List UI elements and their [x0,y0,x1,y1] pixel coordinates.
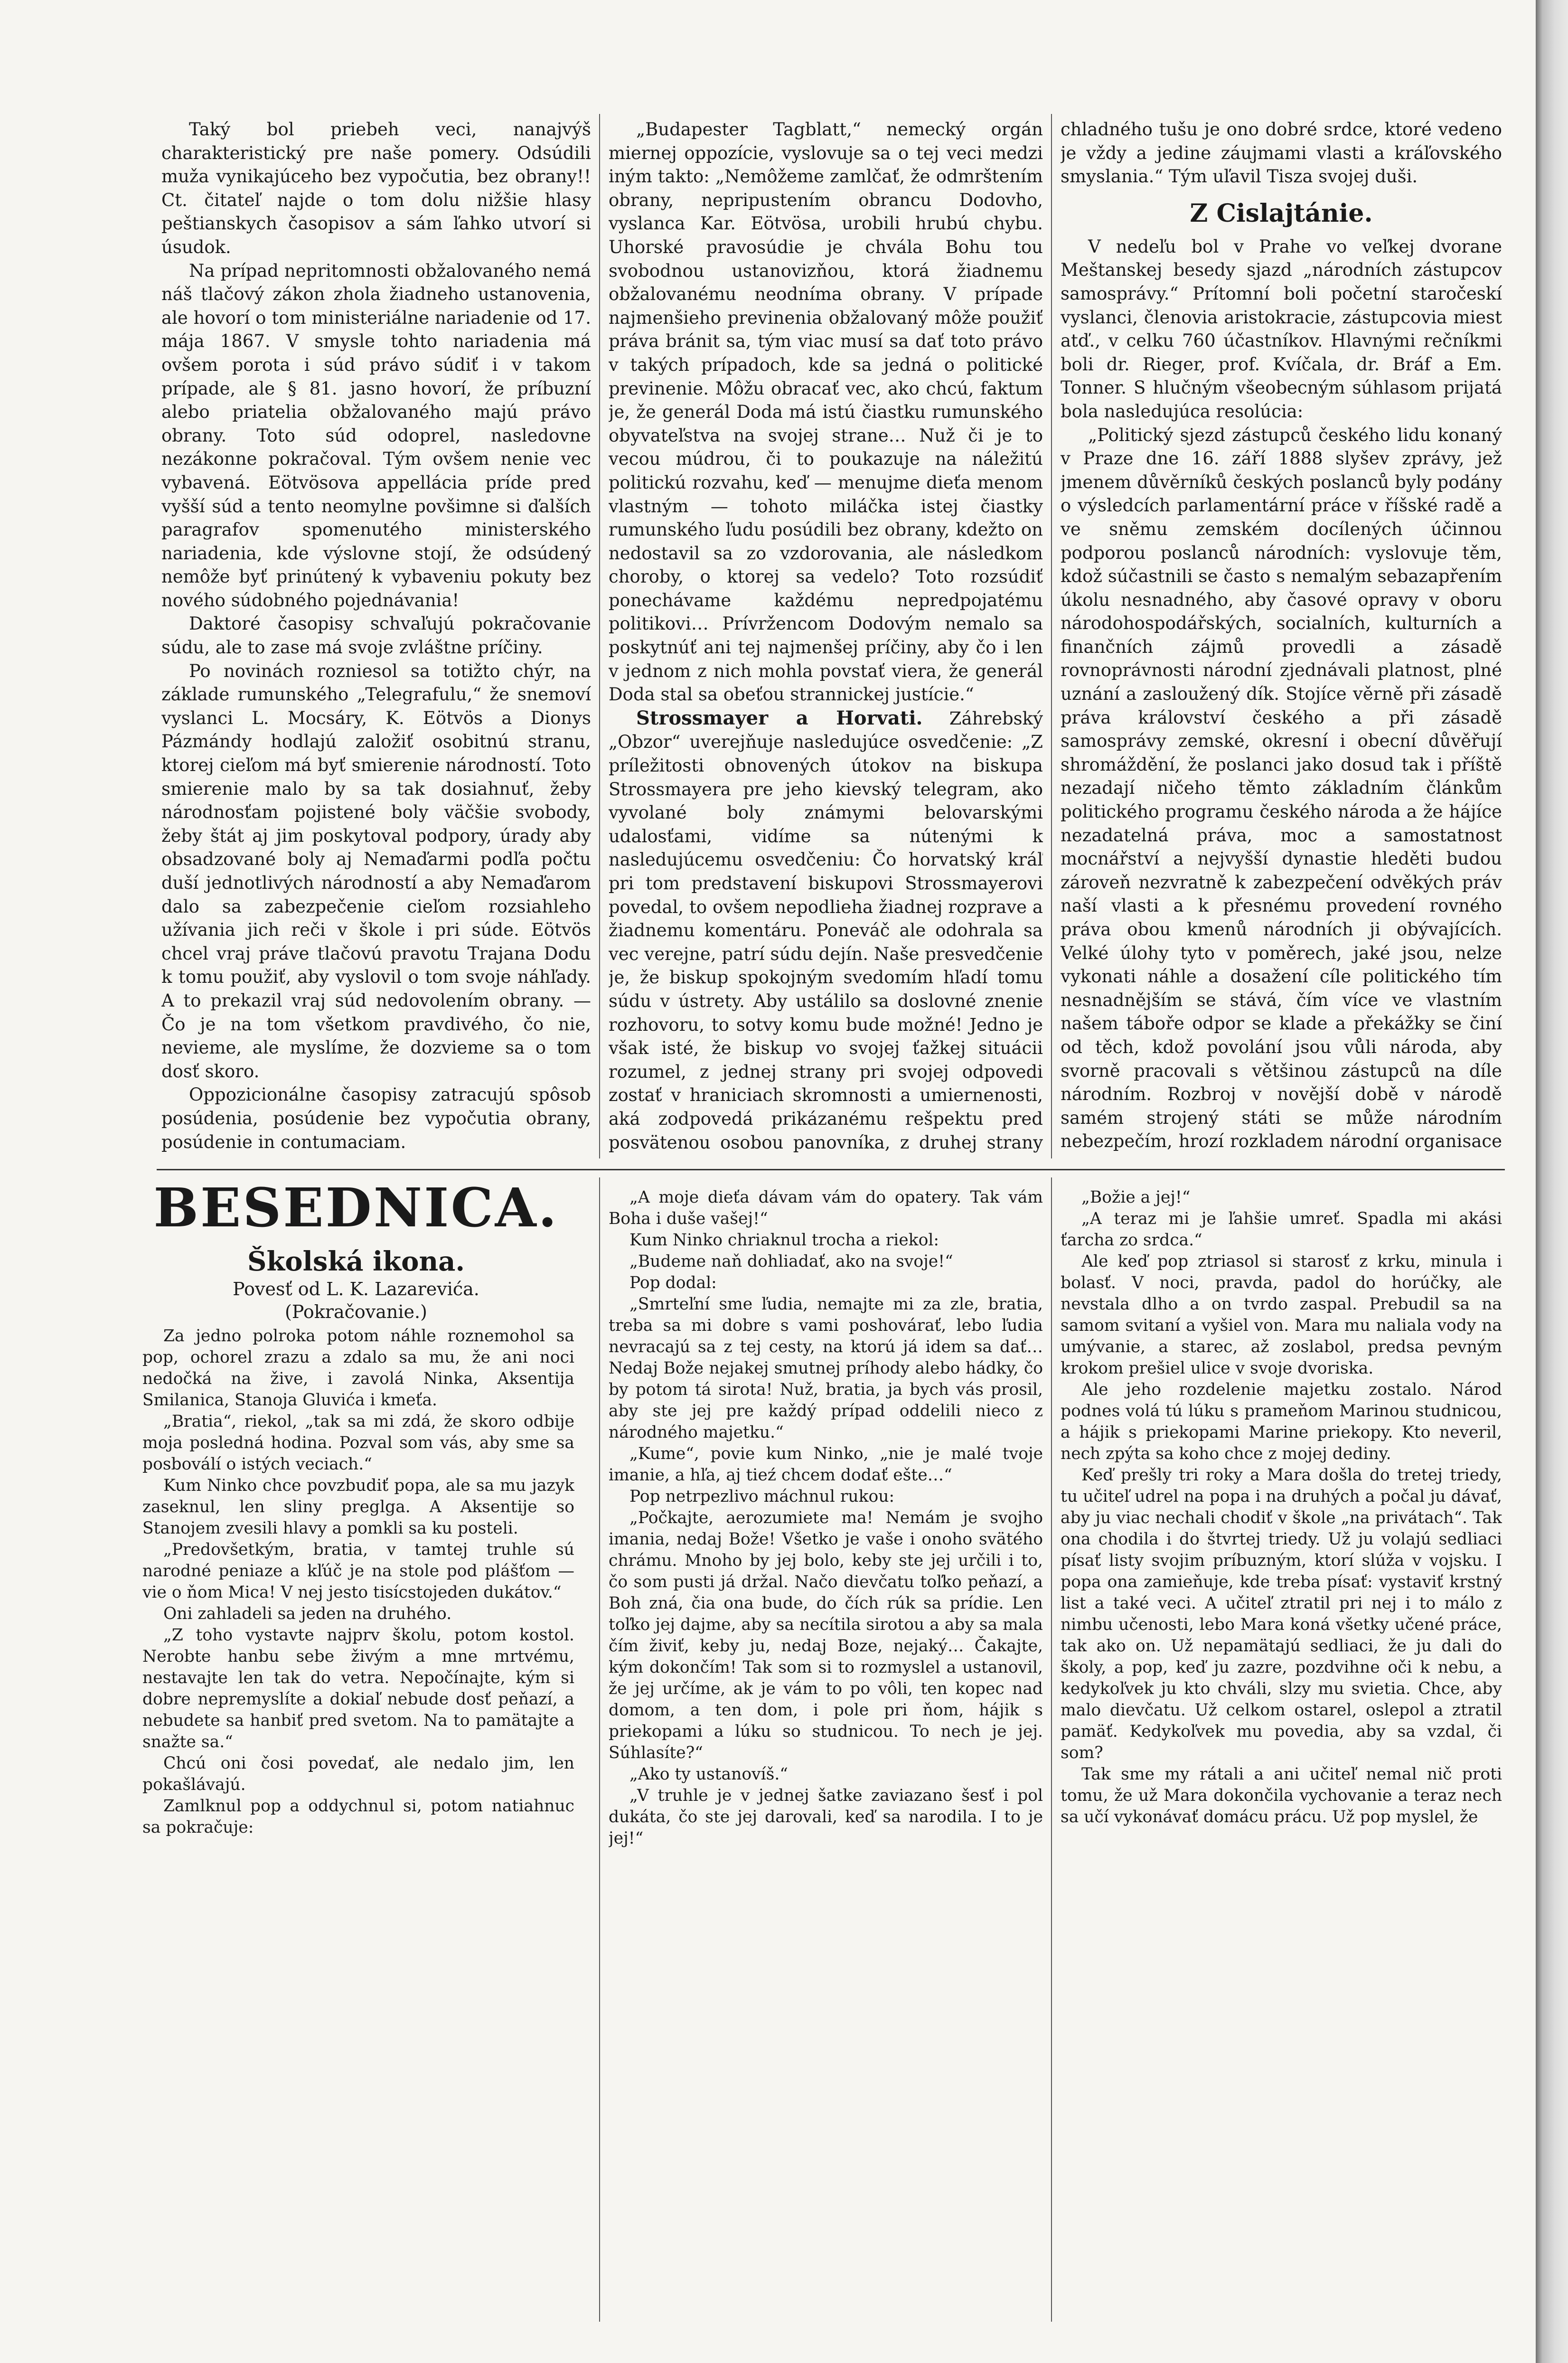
paragraph: „A teraz mi je ľahšie umreť. Spadla mi akási ťarcha zo srdca.“ [1061,1209,1502,1250]
paragraph: Keď prešly tri roky a Mara došla do tretej triedy, tu učiteľ udrel na popa i na druhých a počal ju dávať, aby ju viac nechali chodiť v škole „na privátach“. Tak ona chodila i do štvrtej triedy. Už ju volajú sedliaci písať listy svojim príbuzným, ktorí slúža v vojsku. I popa ona zamieňuje, kde treba písať: vystaviť krstný list a také veci. A učiteľ ztratil pri nej i to málo z nimbu učenosti, lebo Mara koná všetky učené práce, tak ako on. Už nepamätajú sedliaci, že ju dali do školy, a pop, keď ju zazre, pozdvihne oči k nebu, a kedykoľvek ju kto chváli, slzy mu svietia. Chce, aby malo dievčatu. Už celkom ostarel, oslepol a ztratil pamäť. Kedykoľvek mu povedia, aby sa vzdal, či som? [1061,1466,1502,1762]
story-title: Školská ikona. [247,1246,465,1277]
paragraph: „Ako ty ustanovíš.“ [629,1765,788,1784]
paragraph: Chcú oni čosi povedať, ale nedalo jim, len pokašlávajú. [142,1754,574,1794]
paragraph: „Predovšetkým, bratia, v tamtej truhle sú narodné peniaze a kľúč je na stole pod plášťom — vie o ňom Mica! V nej jesto tisícstojeden dukátov.“ [142,1540,574,1602]
paragraph: Kum Ninko chce povzbudiť popa, ale sa mu jazyk zaseknul, len sliny preglga. A Aksentije so Stanojem zvesili hlavy a pomkli sa ku posteli. [142,1476,574,1538]
paragraph: Na prípad nepritomnosti obžalovaného nemá náš tlačový zákon zhola žiadneho ustanovenia, ale hovorí o tom ministeriálne nariadenie od 17. mája 1867. V smysle tohto nariadenia má ovšem porota i súd právo súdiť i v takom prípade, ale § 81. jasno hovorí, že príbuzní alebo priatelia obžalovaného majú právo obrany. Toto súd odoprel, nasledovne nezákonne pokračoval. Tým ovšem nenie vec vybavená. Eötvösova appellácia príde pred vyšší súd a tento neomylne povšimne si ďalších paragrafov spomenutého ministerského nariadenia, kde výslovne stojí, že odsúdený nemôže byť prinútený k vybaveniu pokuty bez nového súdobného pojednávania! [161,260,591,611]
paragraph: „Politický sjezd zástupců českého lidu konaný v Praze dne 16. září 1888 slyšev zprávy, jež jmenem důvěrníků českých poslanců byly podány o výsledcích parlamentární práce v říšské radě a ve sněmu zemském docílených účinnou podporou poslanců národních: vyslovuje těm, kdož súčastnili se často s nemalým sebazapřením úkolu nesnadného, aby časové opravy v oboru národohospodářských, socialních, kulturních a finančních zájmů provedli a zásadě rovnoprávnosti národní zjednávali platnost, plné uznání a zasloužený dík. Stojíce věrně při zásadě práva království českého a při zásadě samosprávy zemské, okresní i obecní důvěřují shromáždění, že poslanci jako dosud tak i příště nezadají ničeho těmto základním článkům politického programu českého národa a že hájíce nezadatelná práva, moc a samostatnost mocnářství a nejvyšší dynastie hleděti budou zároveň nezvratně k zabezpečení odvěkých práv naší vlasti a k přesnému provedení rovného práva obou kmenů národních ji obývajících. Velké úlohy tyto v poměrech, jaké jsou, nelze vykonati náhle a dosažení cíle politického tím nesnadnějším se stává, čím více ve vlastním našem táboře odpor se klade a překážky se činí od těch, kdož povolání jsou vůli národa, aby svorně pracovali s většinou zástupců na díle národním. Rozbroj v novější době v národě samém strojený státi se může národním nebezpečím, hrozí rozkladem národní organisace [1061,424,1502,1152]
paragraph: Po novinách rozniesol sa totižto chýr, na základe rumunského „Telegrafulu,“ že snemoví vyslanci L. Mocsáry, K. Eötvös a Dionys Pázmándy hodlajú založiť osobitnú stranu, ktorej cieľom má byť smierenie národností. Toto smierenie malo by sa tak dosiahnuť, žeby národnosťam pojistené boly väčšie svobody, žeby štát aj jim poskytoval podpory, úrady aby obsadzované boly aj Nemaďarmi podľa počtu duší jednotlivých národností a aby Nemaďarom dalo sa zabezpečenie cieľom rozsiahleho užívania jich reči v škole i pri súde. Eötvös chcel vraj práve tlačovú pravotu Trajana Dodu k tomu použiť, aby vyslovil o tom svoje náhľady. A to prekazil vraj súd nedovolením obrany. — Čo je na tom všetkom pravdivého, čo nie, nevieme, ale myslíme, že dozvieme sa o tom dosť skoro. [161,660,591,1082]
feuilleton-title: BESEDNICA. [153,1177,559,1239]
paragraph: Oppozicionálne časopisy zatracujú spôsob posúdenia, posúdenie bez vypočutia obrany, posúdenie in contumaciam. [161,1084,591,1152]
feuilleton-column-3 [1061,1187,1502,2317]
paragraph: Daktoré časopisy schvaľujú pokračovanie súdu, ale to zase má svoje zvláštne príčiny. [161,613,591,658]
page-edge [1536,0,1568,2363]
paragraph: „Budapester Tagblatt,“ nemecký orgán miernej oppozície, vyslovuje sa o tej veci medzi iným takto: „Nemôžeme zamlčať, že odmrštením obrany, nepripustením obrancu Dodovho, vyslanca Kar. Eötvösa, urobili hrubú chybu. Uhorské pravosúdie je chvála Bohu tou svobodnou ustanovizňou, ktorá žiadnemu obžalovanému neodníma obrany. V prípade najmenšieho previnenia obžalovaný môže použiť práva bránit sa, tým viac musí sa dať toto právo v takých prípadoch, kde sa jedná o politické previnenie. Môžu obracať vec, ako chcú, faktum je, že generál Doda má istú čiastku rumunského obyvateľstva na svojej strane… Nuž či je to vecou múdrou, či to poukazuje na náležitú politickú rozvahu, keď — menujme dieťa menom vlastným — tohoto miláčka istej čiastky rumunského ľudu posúdili bez obrany, kdežto on nedostavil sa zo vzdorovania, ale následkom choroby, o ktorej sa vedelo? Toto rozsúdiť ponechávame každému nepredpojatému politikovi… Prívržencom Dodovým nemalo sa poskytnúť ani tej najmenšej príčiny, aby čo i len v jednom z nich mohla povstať viera, že generál Doda stal sa obeťou strannickej justície.“ [609,119,1043,705]
continued-note: (Pokračovanie.) [285,1301,427,1322]
upper-column-3 [1061,118,1502,1155]
paragraph: „V truhle je v jednej šatke zaviazano šesť i pol dukáta, čo ste jej darovali, keď sa narodila. I to je jej!“ [609,1786,1043,1848]
paragraph: „Smrteľní sme ľudia, nemajte mi za zle, bratia, treba sa mi dobre s vami poshovárať, lebo ľudia nevracajú sa z tej cesty, na ktorú já idem sa dať… Nedaj Bože nejakej smutnej príhody alebo hádky, čo by potom tá sirota! Nuž, bratia, ja bych vás prosil, aby ste jej pre každý prípad oddelili nieco z národného majetku.“ [609,1295,1043,1442]
column-divider [1051,114,1052,1158]
paragraph: Zamlknul pop a oddychnul si, potom natiahnuc sa pokračuje: [142,1797,574,1837]
upper-column-2 [609,118,1043,1155]
paragraph: Za jedno polroka potom náhle roznemohol sa pop, ochorel zrazu a zdalo sa mu, že ani noci nedočká na žive, i zavolá Ninka, Aksentija Smilanica, Stanoja Gluvića i kmeťa. [142,1327,574,1410]
paragraph: Strossmayer a Horvati. Záhrebský „Obzor“ uverejňuje nasledujúce osvedčenie: „Z príležitosti obnovených útokov na biskupa Strossmayera pre jeho kievský telegram, ako vyvolané boly známymi belovarskými udalosťami, vidíme sa nútenými k nasledujúcemu osvedčeniu: Čo horvatský kráľ pri tom predstavení biskupovi Strossmayerovi povedal, to ovšem nepodlieha žiadnej rozprave a žiadnemu komentáru. Poneváč ale odohrala sa vec verejne, patrí súdu dejín. Naše presvedčenie je, že biskup spokojným svedomím hľadí tomu súdu v ústrety. Aby ustálilo sa doslovné znenie rozhovoru, to sotvy komu bude možné! Jedno je však isté, že biskup vo svojej ťažkej situácii rozumel, z jednej strany pri svojej odpovedi zostať v hraniciach skromnosti a umiernenosti, aká zodpovedá prikázanému rešpektu pred posvätenou osobou panovníka, z druhej strany [609,706,1043,1153]
paragraph: „Božie a jej!“ [1081,1188,1191,1207]
paragraph: Ale jeho rozdelenie majetku zostalo. Národ podnes volá tú lúku s prameňom Marinou studnicou, a hájik s priekopami Marine priekopy. Kto neveril, nech zpýta sa koho chce z mojej dediny. [1061,1380,1502,1463]
feuilleton-column-2 [609,1187,1043,2317]
paragraph: „Bratia“, riekol, „tak sa mi zdá, že skoro odbije moja posledná hodina. Pozval som vás, aby sme sa posboválí o istých veciach.“ [142,1412,574,1474]
paragraph: Ale keď pop ztriasol si starosť z krku, minula i bolasť. V noci, pravda, padol do horúčky, ale nevstala dlho a on tvrdo zaspal. Prebudil sa na samom svitaní a vyšiel von. Mara mu naliala vody na umývanie, a starec, až zoslabol, predsa pevným krokom prešiel ulice v svoje dvoriska. [1061,1252,1502,1378]
paragraph: „A moje dieťa dávam vám do opatery. Tak vám Boha i duše vašej!“ [609,1188,1043,1228]
upper-column-1 [161,118,591,1155]
column-divider [599,114,600,1158]
paragraph: „Kume“, povie kum Ninko, „nie je malé tvoje imanie, a hľa, aj tieź chcem dodať ešte…“ [609,1444,1043,1485]
paragraph: Taký bol priebeh veci, nanajvýš charakteristický pre naše pomery. Odsúdili muža vynikajúceho bez vypočutia, bez obrany!! Ct. čitateľ najde o tom dolu nižšie hlasy peštianskych časopisov a sám ľahko utvorí si úsudok. [161,119,591,257]
column-divider [599,1177,600,2322]
section-heading: Z Cislajtánie. [1190,198,1373,228]
paragraph: „Budeme naň dohliadať, ako na svoje!“ [629,1252,953,1271]
paragraph: Kum Ninko chriaknul trocha a riekol: [629,1231,939,1250]
story-author: Povesť od L. K. Lazarevića. [233,1279,479,1299]
paragraph: Pop netrpezlivo máchnul rukou: [629,1487,895,1506]
paragraph: „Počkajte, aerozumiete ma! Nemám je svojho imania, nedaj Bože! Všetko je vaše i onoho svätého chrámu. Mnoho by jej bolo, keby ste jej určili i to, čo som pusti já držal. Načo dievčatu toľko peňazí, a Boh zná, čia ona bude, do čích rúk sa prídie. Len toľko jej dajme, aby sa necítila sirotou a aby sa mala čím živiť, keby ju, nedaj Boze, nejaký… Čakajte, kým dokončím! Tak som si to rozmyslel a ustanovil, že jej určíme, ak je vám to po vôli, ten kopec nad domom, a ten dom, i pole pri ňom, hájik s priekopami a lúku so studnicou. To nech je jej. Súhlasíte?“ [609,1508,1043,1762]
inline-heading: Strossmayer a Horvati. [636,706,923,729]
paragraph: V nedeľu bol v Prahe vo veľkej dvorane Meštanskej besedy sjazd „národních zástupcov samosprávy.“ Prítomní boli početní staročeskí vyslanci, členovia aristokracie, zástupcovia miest atď., v celku 760 účastníkov. Hlavnými rečníkmi boli dr. Rieger, prof. Kvíčala, dr. Bráf a Em. Tonner. S hlučným všeobecným súhlasom prijatá bola nasledujúca resolúcia: [1061,236,1502,422]
feuilleton-separator [157,1169,1505,1170]
feuilleton-column-1 [142,1326,574,2318]
paragraph: „Z toho vystavte najprv školu, potom kostol. Nerobte hanbu sebe živým a mne mrtvému, nestavajte len tak do vetra. Nepočínajte, kým si dobre nepremyslíte a dokiaľ nebude dosť peňazí, a nebudete sa hanbiť pred svetom. Na to pamätajte a snažte sa.“ [142,1626,574,1751]
paragraph: Oni zahladeli sa jeden na druhého. [163,1604,452,1623]
paragraph [161,1154,591,1155]
paragraph: Tak sme my rátali a ani učiteľ nemal nič proti tomu, že už Mara dokončila vychovanie a teraz nech sa učí vykonávať domácu prácu. Už pop myslel, že [1061,1765,1502,1826]
paragraph: Pop dodal: [629,1273,717,1292]
column-divider [1051,1177,1052,2322]
paragraph: chladného tušu je ono dobré srdce, ktoré vedeno je vždy a jedine záujmami vlasti a kráľovského smyslania.“ Tým uľavil Tisza svojej duši. [1061,119,1502,187]
